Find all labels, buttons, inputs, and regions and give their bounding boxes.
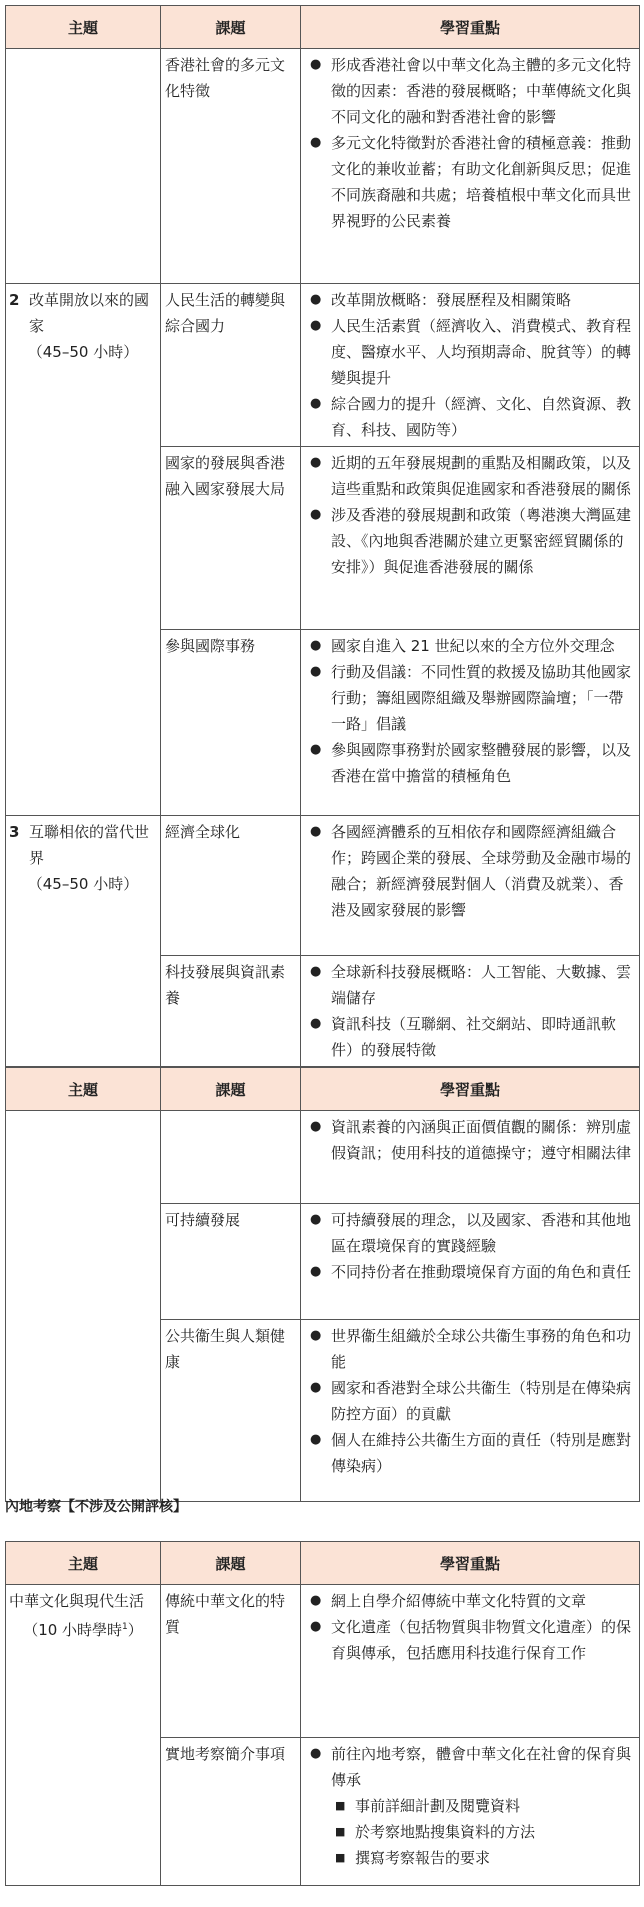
table-row [6,1111,640,1204]
topic-cell: 香港社會的多元文化特徵 [161,49,301,284]
theme-name: 中華文化與現代生活 [9,1592,145,1610]
sub-list-item: ■ 於考察地點搜集資料的方法 [305,1819,633,1845]
points-cell [301,1111,640,1204]
theme-hours: （45–50 小時） [27,343,139,361]
section-title: 內地考察【不涉及公開評核】 [5,1499,187,1515]
theme-cell [6,1111,161,1502]
topic-cell: 國家的發展與香港融入國家發展大局 [161,447,301,630]
theme-cell [6,1585,161,1886]
points-cell [301,1320,640,1502]
curriculum-table-1 [5,5,640,1067]
list-item: ● 人民生活素質（經濟收入、消費模式、教育程度、醫療水平、人均預期壽命、脫貧等）的轉變與提升 [305,313,633,391]
topic-cell: 參與國際事務 [161,630,301,816]
topic-cell: 公共衞生與人類健康 [161,1320,301,1502]
topic-cell [161,1111,301,1204]
table-row [6,284,640,447]
theme-number: 2 [9,291,20,309]
list-item: ● 全球新科技發展概略：人工智能、大數據、雲端儲存 [305,959,633,1011]
list-item: ● 改革開放概略：發展歷程及相關策略 [305,287,633,313]
points-cell [301,284,640,447]
list-item: ● 世界衞生組織於全球公共衞生事務的角色和功能 [305,1323,633,1375]
list-item: ● 網上自學介紹傳統中華文化特質的文章 [305,1588,633,1614]
list-item: ● 近期的五年發展規劃的重點及相關政策，以及這些重點和政策與促進國家和香港發展的關係 [305,450,633,502]
list-item: ● 參與國際事務對於國家整體發展的影響，以及香港在當中擔當的積極角色 [305,737,633,789]
table-row [6,49,640,284]
list-item: ● 形成香港社會以中華文化為主體的多元文化特徵的因素：香港的發展概略；中華傳統文化與不同文化的融和對香港社會的影響 [305,52,633,130]
topic-cell: 實地考察簡介事項 [161,1738,301,1886]
theme-cell [6,284,161,816]
sub-list-item: ■ 撰寫考察報告的要求 [305,1845,633,1871]
header-points: 學習重點 [301,1542,640,1585]
table-row [6,816,640,956]
list-item: ● 文化遺產（包括物質與非物質文化遺產）的保育與傳承，包括應用科技進行保育工作 [305,1614,633,1666]
points-cell [301,1585,640,1738]
list-item: ● 綜合國力的提升（經濟、文化、自然資源、教育、科技、國防等） [305,391,633,443]
sub-list-item: ■ 事前詳細計劃及閱覽資料 [305,1793,633,1819]
curriculum-table-2 [5,1067,640,1502]
list-item: ● 前往內地考察，體會中華文化在社會的保育與傳承 [305,1741,633,1793]
header-points: 學習重點 [301,1068,640,1111]
header-topic: 課題 [161,1068,301,1111]
theme-hours: （45–50 小時） [27,875,139,893]
points-cell [301,956,640,1067]
list-item: ● 各國經濟體系的互相依存和國際經濟組織合作；跨國企業的發展、全球勞動及金融市場的融合；新經濟發展對個人（消費及就業）、香港及國家發展的影響 [305,819,633,923]
header-points: 學習重點 [301,6,640,49]
list-item: ● 不同持份者在推動環境保育方面的角色和責任 [305,1259,633,1285]
header-theme: 主題 [6,1068,161,1111]
points-cell [301,49,640,284]
points-cell [301,1738,640,1886]
topic-cell: 人民生活的轉變與綜合國力 [161,284,301,447]
header-topic: 課題 [161,1542,301,1585]
curriculum-table-3 [5,1541,640,1886]
theme-hours: （10 小時學時$^1$） [23,1621,143,1639]
points-cell [301,630,640,816]
list-item: ● 多元文化特徵對於香港社會的積極意義：推動文化的兼收並蓄；有助文化創新與反思；促進不同族裔融和共處；培養植根中華文化而具世界視野的公民素養 [305,130,633,234]
list-item: ● 個人在維持公共衞生方面的責任（特別是應對傳染病） [305,1427,633,1479]
theme-cell [6,49,161,284]
list-item: ● 資訊素養的內涵與正面價值觀的關係：辨別虛假資訊；使用科技的道德操守；遵守相關法律 [305,1114,633,1166]
theme-name: 互聯相依的當代世界 [29,823,150,867]
topic-cell: 傳統中華文化的特質 [161,1585,301,1738]
header-topic: 課題 [161,6,301,49]
points-cell [301,1204,640,1320]
topic-cell: 可持續發展 [161,1204,301,1320]
list-item: ● 涉及香港的發展規劃和政策（粵港澳大灣區建設、《內地與香港關於建立更緊密經貿關係的安排》）與促進香港發展的關係 [305,502,633,580]
points-cell [301,816,640,956]
list-item: ● 國家和香港對全球公共衞生（特別是在傳染病防控方面）的貢獻 [305,1375,633,1427]
theme-cell [6,816,161,1067]
table-row [6,1585,640,1738]
header-theme: 主題 [6,6,161,49]
list-item: ● 國家自進入 21 世紀以來的全方位外交理念 [305,633,633,659]
topic-cell: 科技發展與資訊素養 [161,956,301,1067]
points-cell [301,447,640,630]
list-item: ● 可持續發展的理念，以及國家、香港和其他地區在環境保育的實踐經驗 [305,1207,633,1259]
list-item: ● 行動及倡議：不同性質的救援及協助其他國家行動；籌組國際組織及舉辦國際論壇；「一帶一路」倡議 [305,659,633,737]
header-theme: 主題 [6,1542,161,1585]
topic-cell: 經濟全球化 [161,816,301,956]
theme-number: 3 [9,823,20,841]
theme-name: 改革開放以來的國家 [29,291,150,335]
list-item: ● 資訊科技（互聯網、社交網站、即時通訊軟件）的發展特徵 [305,1011,633,1063]
